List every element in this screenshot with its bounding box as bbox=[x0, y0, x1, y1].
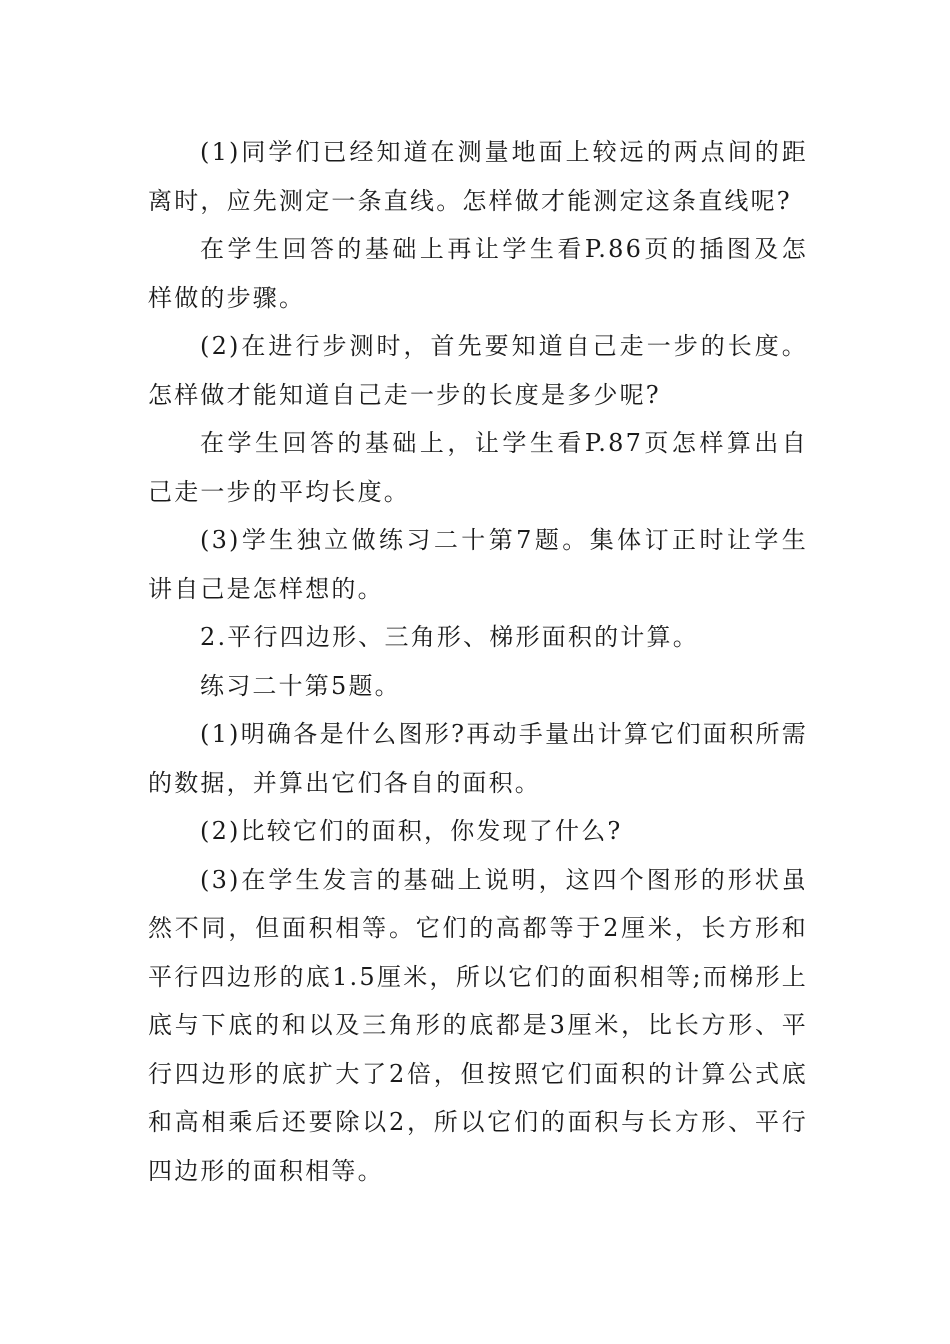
paragraph-area-step-3: (3)在学生发言的基础上说明，这四个图形的形状虽然不同，但面积相等。它们的高都等于2厘米，长方形和平行四边形的底1.5厘米，所以它们的面积相等;而梯形上底与下底的和以及三角形的底都是3厘米，比长方形、平行四边形的底扩大了2倍，但按照它们面积的计算公式底和高相乘后还要除以2，所以它们的面积与长方形、平行四边形的面积相等。 bbox=[148, 865, 808, 1185]
paragraph-area-step-1: (1)明确各是什么图形?再动手量出计算它们面积所需的数据，并算出它们各自的面积。 bbox=[148, 720, 808, 797]
paragraph-reference-p87: 在学生回答的基础上，让学生看P.87页怎样算出自己走一步的平均长度。 bbox=[148, 429, 808, 506]
paragraph-step-2: (2)在进行步测时，首先要知道自己走一步的长度。怎样做才能知道自己走一步的长度是多少呢? bbox=[148, 332, 808, 409]
document-body bbox=[148, 128, 808, 1195]
paragraph-exercise-reference: 练习二十第5题。 bbox=[200, 671, 401, 700]
paragraph-area-step-2: (2)比较它们的面积，你发现了什么? bbox=[200, 817, 623, 845]
paragraph-step-3: (3)学生独立做练习二十第7题。集体订正时让学生讲自己是怎样想的。 bbox=[148, 526, 808, 603]
section-heading-area-calculation: 2.平行四边形、三角形、梯形面积的计算。 bbox=[200, 623, 699, 651]
paragraph-step-1: (1)同学们已经知道在测量地面上较远的两点间的距离时，应先测定一条直线。怎样做才能测定这条直线呢? bbox=[148, 138, 808, 215]
paragraph-reference-p86: 在学生回答的基础上再让学生看P.86页的插图及怎样做的步骤。 bbox=[148, 235, 808, 312]
